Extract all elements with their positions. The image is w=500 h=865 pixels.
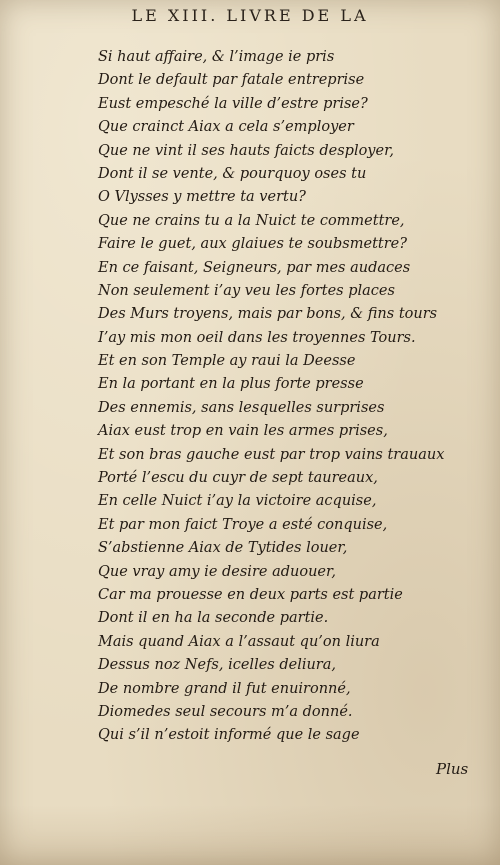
verse-line: Eust empesché la ville d’estre prise? — [98, 95, 368, 112]
verse-line: I’ay mis mon oeil dans les troyennes Tours. — [98, 329, 416, 346]
page-edge-shading — [0, 805, 500, 865]
verse-line: Que crainct Aiax a cela s’employer — [98, 119, 354, 136]
verse-line: En celle Nuict i’ay la victoire acquise, — [98, 493, 377, 510]
verse-line: En la portant en la plus forte presse — [98, 376, 364, 393]
verse-line: Dont le default par fatale entreprise — [98, 72, 365, 89]
verse-line: Faire le guet, aux glaiues te soubsmettre? — [98, 236, 408, 253]
verse-line: Et son bras gauche eust par trop vains trauaux — [98, 446, 445, 463]
verse-line: Des Murs troyens, mais par bons, & fins tours — [98, 306, 438, 323]
verse-line: Des ennemis, sans lesquelles surprises — [98, 399, 385, 416]
verse-line: Car ma prouesse en deux parts est partie — [98, 586, 403, 603]
verse-line: De nombre grand il fut enuironné, — [98, 680, 351, 697]
verse-line: S’abstienne Aiax de Tytides louer, — [98, 540, 348, 557]
catchword: Plus — [436, 760, 469, 778]
verse-line: Dont il en ha la seconde partie. — [98, 610, 329, 627]
verse-line: O Vlysses y mettre ta vertu? — [98, 189, 306, 206]
verse-line: En ce faisant, Seigneurs, par mes audaces — [98, 259, 411, 276]
verse-line: Porté l’escu du cuyr de sept taureaux, — [98, 470, 378, 487]
verse-line: Que ne crains tu a la Nuict te commettre, — [98, 212, 405, 229]
verse-line: Et par mon faict Troye a esté conquise, — [98, 516, 388, 533]
verse-line: Dont il se vente, & pourquoy oses tu — [98, 165, 367, 182]
verse-line: Diomedes seul secours m’a donné. — [98, 703, 353, 720]
verse-line: Et en son Temple ay raui la Deesse — [98, 353, 356, 370]
verse-line: Si haut affaire, & l’image ie pris — [98, 49, 335, 65]
verse-line: Dessus noz Nefs, icelles deliura, — [98, 657, 336, 674]
verse-line: Que ne vint il ses hauts faicts desployer, — [98, 142, 395, 159]
verse-line: Aiax eust trop en vain les armes prises, — [98, 423, 388, 440]
verse-line: Mais quand Aiax a l’assaut qu’on liura — [98, 633, 380, 650]
running-head: LE XIII. LIVRE DE LA — [131, 6, 369, 25]
verse-line: Que vray amy ie desire aduouer, — [98, 563, 336, 580]
verse-line: Qui s’il n’estoit informé que le sage — [98, 727, 360, 744]
verse-line: Non seulement i’ay veu les fortes places — [98, 282, 395, 299]
verse-block — [98, 46, 468, 748]
